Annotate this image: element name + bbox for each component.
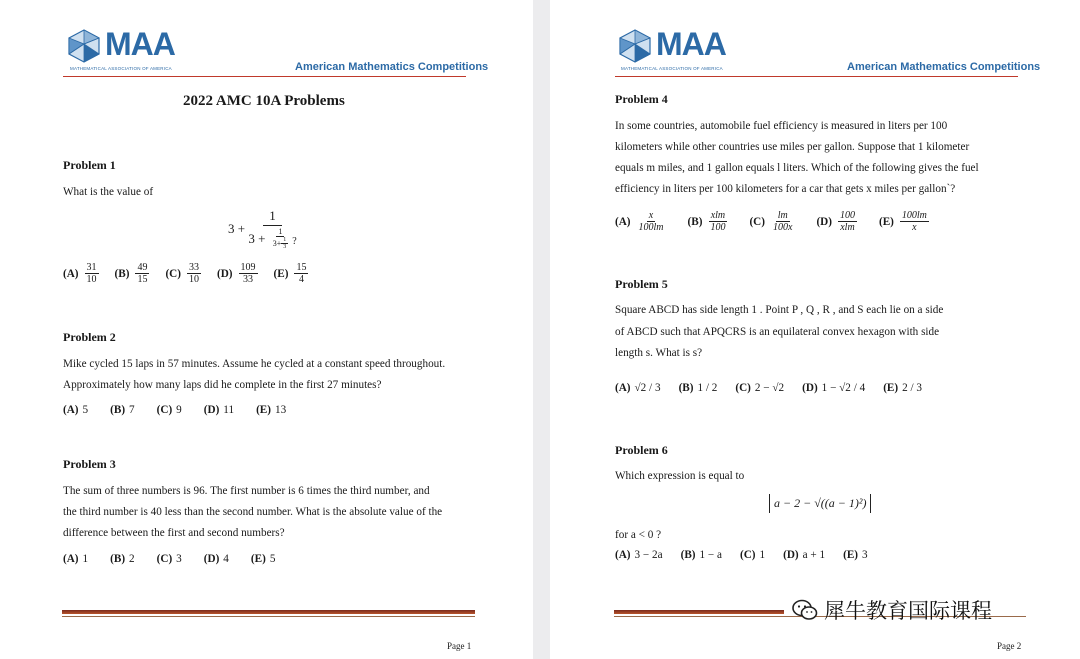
problem-5-heading: Problem 5 xyxy=(615,277,668,291)
option-value: 1 xyxy=(82,553,89,565)
option-c[interactable] xyxy=(157,553,182,565)
option-d[interactable] xyxy=(217,262,260,285)
header-rule xyxy=(615,76,1018,77)
option-label: (A) xyxy=(615,382,631,394)
option-value: 1 xyxy=(759,549,766,561)
problem-2-options xyxy=(63,404,300,416)
option-value: 13 xyxy=(275,404,287,416)
option-b[interactable] xyxy=(688,210,730,233)
expr-inner-lead: 3 + xyxy=(248,230,266,246)
frac-den: xlm xyxy=(840,222,855,233)
problem-1-heading: Problem 1 xyxy=(63,158,116,172)
problem-3-line-3: difference between the first and second numbers? xyxy=(63,527,285,539)
option-d[interactable] xyxy=(802,382,865,394)
option-value: 4 xyxy=(223,553,229,565)
header-rule xyxy=(63,76,466,77)
expr-lead: 3 + xyxy=(228,221,246,236)
page-2 xyxy=(550,0,1080,659)
option-label: (E) xyxy=(843,549,859,561)
option-e[interactable] xyxy=(256,404,286,416)
frac-den: 4 xyxy=(298,274,304,285)
problem-4-heading: Problem 4 xyxy=(615,92,668,106)
logo-wordmark: MAA xyxy=(656,26,726,62)
option-label: (E) xyxy=(878,215,894,228)
option-a[interactable] xyxy=(63,553,88,565)
logo-subtitle: MATHEMATICAL ASSOCIATION OF AMERICA xyxy=(70,66,172,71)
option-label: (E) xyxy=(273,267,289,280)
frac-den: 33 xyxy=(243,274,254,285)
option-value: 3 xyxy=(862,549,868,561)
problem-2-heading: Problem 2 xyxy=(63,330,116,344)
option-fraction xyxy=(637,210,666,233)
problem-6-condition: for a < 0 ? xyxy=(615,529,662,541)
page-1 xyxy=(0,0,533,659)
option-a[interactable] xyxy=(63,262,101,285)
problem-6-text: Which expression is equal to xyxy=(615,470,745,482)
expr-fraction xyxy=(248,208,296,250)
option-label: (D) xyxy=(816,215,832,228)
option-e[interactable] xyxy=(843,549,868,561)
problem-1-expression xyxy=(228,208,297,250)
problem-5-line-3: length s. What is s? xyxy=(615,347,703,359)
option-fraction xyxy=(900,210,929,233)
option-value: 5 xyxy=(269,553,276,565)
frac-num: 15 xyxy=(296,262,307,273)
option-value: a + 1 xyxy=(802,549,826,561)
option-c[interactable] xyxy=(740,549,765,561)
option-a[interactable] xyxy=(63,404,88,416)
frac-num: xlm xyxy=(710,210,726,221)
frac-num: lm xyxy=(777,210,788,221)
expr-inner-num: 1 xyxy=(278,227,283,236)
problem-5-line-1: Square ABCD has side length 1 . Point P , Q , R , and S each lie on a side xyxy=(615,304,944,316)
problem-3-line-2: the third number is 40 less than the second number. What is the absolute value of the xyxy=(63,506,443,518)
maa-logo xyxy=(617,26,726,71)
option-label: (C) xyxy=(156,404,173,416)
option-label: (A) xyxy=(615,549,631,561)
maa-logo xyxy=(66,26,175,71)
option-b[interactable] xyxy=(681,549,722,561)
problem-4-options xyxy=(615,210,945,233)
option-value: 1 − a xyxy=(699,549,722,561)
option-value: 3 xyxy=(176,553,182,565)
option-fraction xyxy=(187,262,201,285)
frac-den: 10 xyxy=(188,274,199,285)
option-c[interactable] xyxy=(157,404,182,416)
frac-num: 33 xyxy=(188,262,199,273)
option-value: 5 xyxy=(82,404,89,416)
option-d[interactable] xyxy=(204,553,229,565)
option-fraction xyxy=(708,210,727,233)
option-label: (D) xyxy=(802,382,818,394)
option-label: (B) xyxy=(678,382,694,394)
option-value: 1 − √2 / 4 xyxy=(821,382,866,394)
option-label: (C) xyxy=(156,553,173,565)
option-label: (A) xyxy=(63,404,79,416)
option-a[interactable] xyxy=(615,382,661,394)
option-label: (B) xyxy=(110,553,126,565)
problem-6-expression xyxy=(769,494,871,513)
option-e[interactable] xyxy=(879,210,931,233)
problem-1-options xyxy=(63,262,324,285)
option-b[interactable] xyxy=(115,262,152,285)
frac-num: 109 xyxy=(240,262,256,273)
page-number: Page 2 xyxy=(997,641,1022,651)
option-fraction xyxy=(135,262,149,285)
option-label: (E) xyxy=(883,382,899,394)
page-number: Page 1 xyxy=(447,641,472,651)
icosahedron-logo-icon xyxy=(617,28,653,64)
frac-num: x xyxy=(648,210,654,221)
watermark xyxy=(792,595,992,625)
problem-1-text: What is the value of xyxy=(63,186,154,198)
option-label: (D) xyxy=(783,549,799,561)
option-label: (D) xyxy=(216,267,233,280)
problem-3-heading: Problem 3 xyxy=(63,457,116,471)
problem-3-options xyxy=(63,553,289,565)
option-fraction xyxy=(239,262,258,285)
frac-num: 100 xyxy=(839,210,855,221)
option-label: (C) xyxy=(165,267,181,280)
frac-den: x xyxy=(912,222,917,233)
problem-2-line-2: Approximately how many laps did he complete in the first 27 minutes? xyxy=(63,379,382,391)
option-value: 1 / 2 xyxy=(697,382,718,394)
option-a[interactable] xyxy=(615,549,663,561)
expr-deep-fraction xyxy=(281,237,288,250)
watermark-text: 犀牛教育国际课程 xyxy=(824,599,992,623)
header-competition-name: American Mathematics Competitions xyxy=(847,61,1041,73)
option-value: 11 xyxy=(223,404,235,416)
option-b[interactable] xyxy=(110,553,135,565)
footer-band xyxy=(62,610,475,614)
problem-4-line-4: efficiency in liters per 100 kilometers for a car that gets x miles per gallon`? xyxy=(615,183,956,195)
option-label: (A) xyxy=(63,267,79,280)
option-value: 2 − √2 xyxy=(754,382,785,394)
frac-den: 100 xyxy=(710,222,726,233)
expr-numerator: 1 xyxy=(263,208,282,226)
option-label: (A) xyxy=(615,215,631,228)
frac-den: 100x xyxy=(772,222,793,233)
option-d[interactable] xyxy=(783,549,825,561)
option-value: 9 xyxy=(176,404,182,416)
option-b[interactable] xyxy=(679,382,718,394)
frac-num: 49 xyxy=(137,262,148,273)
problem-4-line-3: equals m miles, and 1 gallon equals l liters. Which of the following gives the fuel xyxy=(615,162,979,174)
icosahedron-logo-icon xyxy=(66,28,102,64)
expr-deep-den: 3 xyxy=(283,244,287,250)
option-b[interactable] xyxy=(110,404,135,416)
expr-deep-num: 1 xyxy=(283,237,287,243)
option-label: (D) xyxy=(203,553,220,565)
option-fraction xyxy=(294,262,308,285)
expr-inner-fraction xyxy=(271,227,291,250)
absolute-value-expression: a − 2 − √((a − 1)²) xyxy=(769,494,871,513)
option-value: 7 xyxy=(129,404,135,416)
expr-tail: ? xyxy=(292,236,297,247)
option-label: (C) xyxy=(735,382,751,394)
wechat-icon xyxy=(792,599,818,621)
option-label: (C) xyxy=(739,549,756,561)
option-e[interactable] xyxy=(274,262,311,285)
problem-4-line-2: kilometers while other countries use miles per gallon. Suppose that 1 kilometer xyxy=(615,141,970,153)
problem-3-line-1: The sum of three numbers is 96. The first number is 6 times the third number, and xyxy=(63,485,430,497)
option-fraction xyxy=(85,262,99,285)
problem-5-options xyxy=(615,382,936,394)
option-label: (B) xyxy=(687,215,703,228)
option-label: (A) xyxy=(63,553,79,565)
problem-4-line-1: In some countries, automobile fuel efficiency is measured in liters per 100 xyxy=(615,120,948,132)
option-label: (B) xyxy=(114,267,130,280)
option-label: (D) xyxy=(203,404,220,416)
frac-num: 100lm xyxy=(901,210,927,221)
option-fraction xyxy=(771,210,794,233)
option-value: 2 / 3 xyxy=(902,382,923,394)
option-value: √2 / 3 xyxy=(634,382,661,394)
page-title: 2022 AMC 10A Problems xyxy=(183,93,345,109)
frac-num: 31 xyxy=(86,262,97,273)
expr-deep-lead: 3+ xyxy=(272,239,282,248)
option-label: (E) xyxy=(250,553,266,565)
problem-6-options xyxy=(615,549,882,561)
option-e[interactable] xyxy=(883,382,922,394)
frac-den: 100lm xyxy=(638,222,664,233)
footer-band xyxy=(614,610,784,614)
problem-2-line-1: Mike cycled 15 laps in 57 minutes. Assume he cycled at a constant speed throughout. xyxy=(63,358,446,370)
option-a[interactable] xyxy=(615,210,668,233)
option-d[interactable] xyxy=(204,404,234,416)
option-value: 3 − 2a xyxy=(634,549,663,561)
expr-denominator xyxy=(248,226,296,250)
option-label: (B) xyxy=(680,549,696,561)
problem-6-heading: Problem 6 xyxy=(615,443,668,457)
option-value: 2 xyxy=(129,553,135,565)
page-gutter xyxy=(533,0,550,659)
option-c[interactable] xyxy=(735,382,784,394)
footer-rule xyxy=(62,616,475,617)
option-label: (C) xyxy=(749,215,765,228)
frac-den: 15 xyxy=(137,274,148,285)
option-c[interactable] xyxy=(749,210,796,233)
logo-wordmark: MAA xyxy=(105,26,175,62)
option-d[interactable] xyxy=(816,210,859,233)
header-competition-name: American Mathematics Competitions xyxy=(295,61,489,73)
option-fraction xyxy=(838,210,857,233)
expr-inner-den xyxy=(271,237,291,250)
frac-den: 10 xyxy=(86,274,97,285)
logo-subtitle: MATHEMATICAL ASSOCIATION OF AMERICA xyxy=(621,66,723,71)
option-c[interactable] xyxy=(165,262,203,285)
option-label: (E) xyxy=(256,404,271,416)
option-label: (B) xyxy=(110,404,126,416)
problem-5-line-2: of ABCD such that APQCRS is an equilateral convex hexagon with side xyxy=(615,326,940,338)
option-e[interactable] xyxy=(251,553,276,565)
